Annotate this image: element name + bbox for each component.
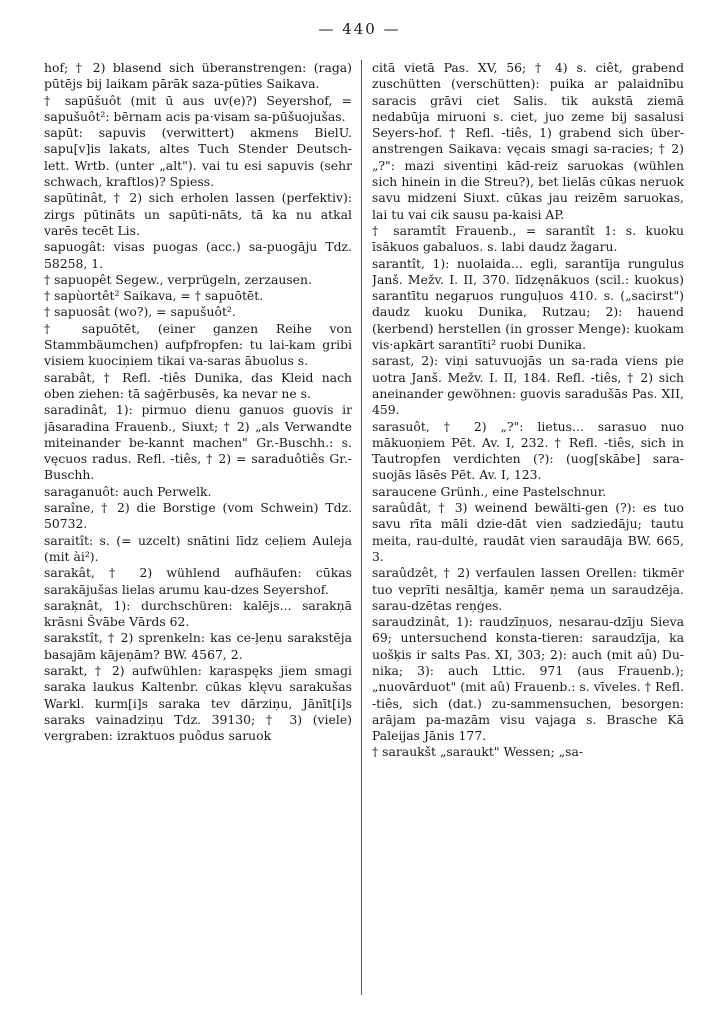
entry: † saraukšt „saraukt" Wessen; „sa-: [372, 744, 584, 760]
entry: saraûdât, † 3) weinend bewälti-gen (?): es tuo savu rīta māli dzie-dāt vien sadziedāju; tautu meita, rau-dultė, raudāt vien saraudāja BW. 665, 3.: [372, 500, 684, 564]
entry: saraķnât, 1): durchschüren: kalējs... sarakņā krāsni Švābe Vārds 62.: [44, 597, 352, 630]
entry: sarakât, † 2) wühlend aufhäufen: cūkas sarakājušas lielas arumu kau-dzes Seyershof.: [44, 565, 352, 597]
entry: saraûdzêt, † 2) verfaulen lassen Orellen: tikmēr tuo veprīti nesāltja, kamēr ņema un saraudzēja. sarau-dzētas reņģes.: [372, 565, 684, 613]
entry: hof; † 2) blasend sich überanstrengen: (raga) pūtējs bij laikam pārāk saza-pūties Saikava.: [44, 60, 352, 92]
entry: saraitît: s. (= uzcelt) snātini līdz ceļiem Auleja (mit ài²).: [44, 532, 352, 564]
entry: † sapūšuôt (mit ū aus uv(e)?) Seyershof, = sapušuôt²: bērnam acis pa·visam sa-pūšuojušas.: [44, 92, 352, 124]
entry: sarakt, † 2) aufwühlen: kaŗaspęks jiem smagi saraka laukus Kaltenbr. cūkas klęvu sarakušas Warkl. kurm[i]s saraka tev dārziņu, Jānīt[i]s saraks vainadziņu Tdz. 39130; † 3) (viele) vergraben: izraktuos puôdus saruok: [44, 662, 352, 744]
entry: sapūt: sapuvis (verwittert) akmens BielU. sapu[v]is lakats, altes Tuch Stender Deutsch-lett. Wrtb. (unter „alt"). vai tu esi sapuvis (sehr schwach, kraftlos)? Spiess.: [44, 125, 352, 190]
left-column: [44, 60, 352, 1000]
entry: † sapuosât (wo?), = sapušuôt².: [44, 304, 236, 320]
entry: † sapùortêt² Saikava, = † sapuōtēt.: [44, 288, 264, 304]
entry: † sapuōtēt, (einer ganzen Reihe von Stammbäumchen) aufpfropfen: tu lai-kam gribi visiem kuociņiem tikai va-saras ābuolus s.: [44, 320, 352, 369]
entry: saraganuôt: auch Perwelk.: [44, 483, 212, 499]
entry: sarantît, 1): nuolaida... egli, sarantīja rungulus Janš. Mežv. I. II, 370. līdzęnākuos (scil.: kuokus) sarantītu negaŗuos runguļuos 410. s. („sacirst") daudz kuoku Dunika, Rutzau; 2): hauend (kerbend) herstellen (in grosser Menge): kuokam vis·apkārt sarantīti² ruobi Dunika.: [372, 255, 684, 353]
entry: saraucene Grünh., eine Pastelschnur.: [372, 483, 607, 499]
entry: sapuogât: visas puogas (acc.) sa-puogāju Tdz. 58258, 1.: [44, 239, 352, 271]
entry: saradinât, 1): pirmuo dienu ganuos guovis ir jāsaradina Frauenb., Siuxt; † 2) „als Verwandte miteinander be-kannt machen" Gr.-Buschh.: s. vęcuos radus. Refl. -tiês, † 2) = saraduôtiês Gr.-Buschh.: [44, 402, 352, 483]
entry: † saramtît Frauenb., = sarantît 1: s. kuoku īsākuos gabaluos. s. labi daudz žagaru.: [372, 222, 684, 255]
entry: saraîne, † 2) die Borstige (vom Schwein) Tdz. 50732.: [44, 500, 352, 532]
entry: citā vietā Pas. XV, 56; † 4) s. ciêt, grabend zuschütten (verschütten): puika ar palaidnību saracis grāvi ciet Salis. tik aukstā ziemā nedabūja miruoni s. ciet, juo zeme bij sasalusi Seyers-hof. † Refl. -tiês, 1) grabend sich über-anstrengen Saikava: vęcais smagi sa-racies; † 2) „?": mazi siventiņi kād-reiz saruokas (wühlen sich hinein in die Streu?), bet lielās cūkas neruok savu midzeni Siuxt. cūkas jau reizēm saruokas, lai tu vai cik sausu pa-kaisi AP.: [372, 60, 684, 222]
entry: sarast, 2): viņi satuvuojās un sa-rada viens pie uotra Janš. Mežv. I. II, 184. Refl. -tiês, † 2) sich aneinander gewöhnen: guovis saradušās Pas. XII, 459.: [372, 353, 684, 418]
entry: saraudzinât, 1): raudzīņuos, nesarau-dzīju Sieva 69; untersuchend konsta-tieren: saraudzīja, ka uošķis ir salts Pas. XI, 303; 2): auch (mit aû) Du-nika; 3): auch Lttic. 971 (aus Frauenb.); „nuovārduot" (mit aû) Frauenb.: s. vīveles. † Refl. -tiês, sich (dat.) zu-sammensuchen, besorgen: arājam pa-mazām visu vajaga s. Brasche Kā Paleijas Jānis 177.: [372, 614, 684, 744]
page-number: — 440 —: [318, 20, 401, 38]
entry: † sapuopêt Segew., verprügeln, zerzausen.: [44, 271, 312, 287]
right-column: [372, 60, 684, 1000]
entry: sarabât, † Refl. -tiês Dunika, das Kleid nach oben ziehen: tā saģērbusēs, ka nevar ne s.: [44, 369, 352, 401]
column-divider: [361, 60, 362, 995]
entry: sapūtinât, † 2) sich erholen lassen (perfektiv): zirgs pūtināts un sapūti-nāts, tā ka nu atkal varēs tecēt Lis.: [44, 190, 352, 238]
entry: sarasuôt, † 2) „?": lietus... sarasuo nuo mākuoņiem Pēt. Av. I, 232. † Refl. -tiês, sich in Tautropfen verdichten (?): (uog[skābe] sara-suojās lāsēs Pēt. Av. I, 123.: [372, 418, 684, 483]
entry: sarakstît, † 2) sprenkeln: kas ce-ļeņu sarakstēja basajām kājeņām? BW. 4567, 2.: [44, 630, 352, 662]
